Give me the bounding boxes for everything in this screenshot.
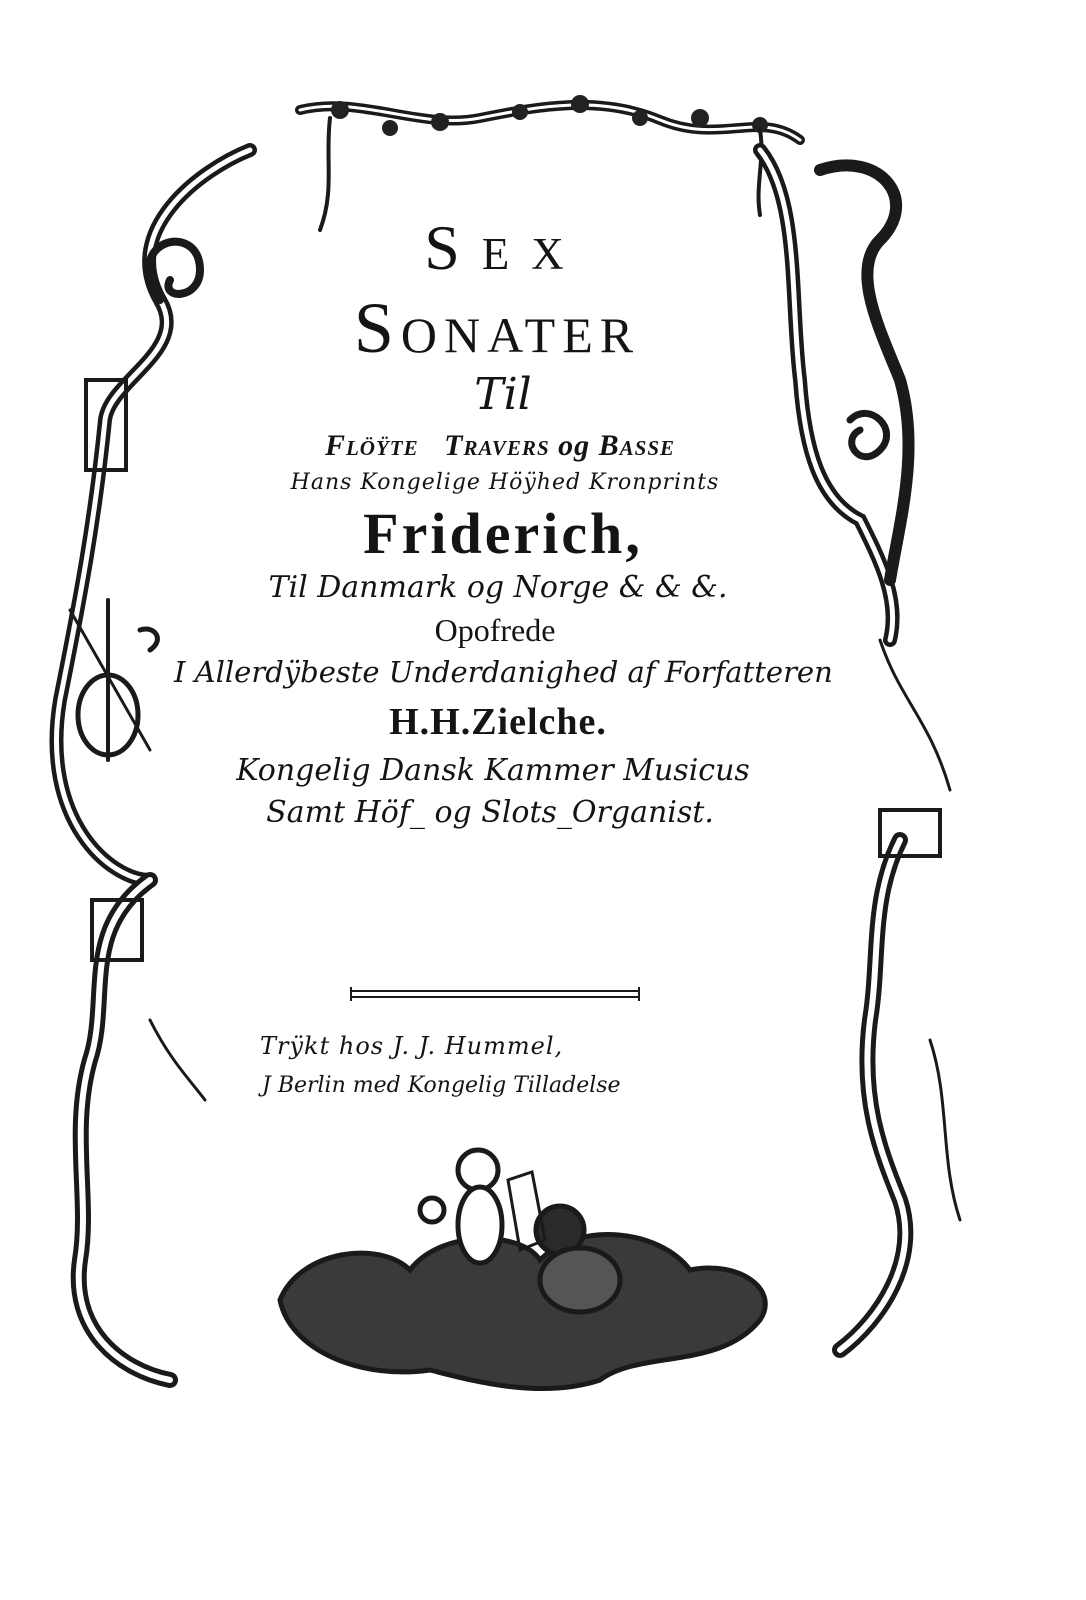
instrument-basse: Basse (598, 429, 676, 462)
clouds-putti (280, 1150, 765, 1389)
title-sonater: Sonater (353, 288, 641, 368)
instrument-travers: Travers (444, 429, 550, 462)
humility-line: I Allerdÿbeste Underdanighed af Forfatteren (174, 655, 833, 689)
author-name: H.H.Zielche. (389, 701, 607, 743)
author-position-1: Kongelig Dansk Kammer Musicus (236, 753, 750, 788)
title-text-block (150, 200, 833, 834)
dedicatee-name: Friderich, (363, 501, 643, 566)
imprint-printer: Trÿkt hos J. J. Hummel, (260, 1032, 564, 1060)
double-rule-divider (350, 990, 640, 1002)
title-sex: Sex (424, 212, 586, 283)
instruments-line (180, 426, 820, 466)
instrument-og: og (558, 429, 591, 462)
dedication-line: Hans Kongelige Höÿhed Kronprints (290, 470, 720, 495)
title-til: Til (474, 369, 532, 420)
instrument-floyte: Flöÿte (324, 429, 419, 462)
offered-line: Opofrede (434, 612, 556, 648)
realm-line: Til Danmark og Norge & & &. (268, 570, 728, 605)
author-position-2: Samt Höf_ og Slots_Organist. (266, 795, 714, 830)
imprint-place: J Berlin med Kongelig Tilladelse (262, 1073, 621, 1098)
imprint-block (260, 1026, 730, 1106)
